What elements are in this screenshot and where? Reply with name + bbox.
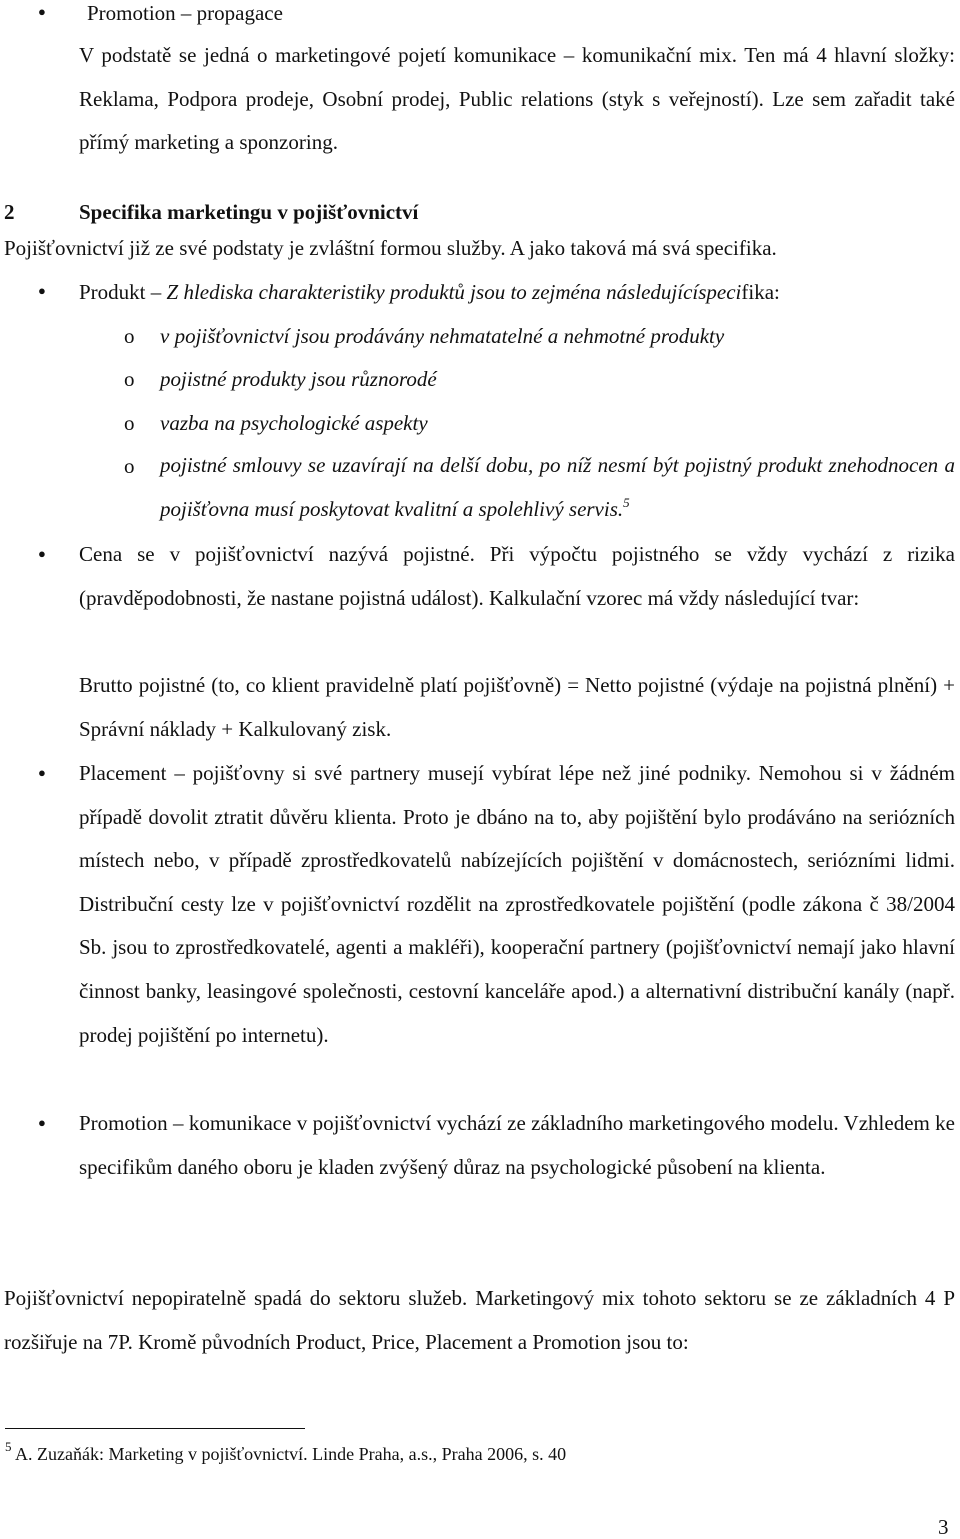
circle-bullet-icon: o: [124, 411, 135, 435]
footnote-divider: [5, 1428, 305, 1429]
product-lead-label: Produkt –: [79, 280, 167, 304]
footnote: [5, 1439, 567, 1465]
product-lead-italic: Z hlediska charakteristiky produktů jsou to zejména následujícíspeci: [166, 280, 742, 304]
placement-text: Placement – pojišťovny si své partnery musejí vybírat lépe než jiné podniky. Nemohou si v žádném případě dovolit ztratit důvěru klienta. Proto je dbáno na to, aby pojištění bylo prodáváno na seriózních místech nebo, v případě zprostředkovatelů nabízejících pojištění v domácnostech, seriózními lidmi. Distribuční cesty lze v pojišťovnictví rozdělit na zprostředkovatele pojištění (podle zákona č 38/2004 Sb. jsou to zprostředkovatelé, agenti a makléři), kooperační partnery (pojišťovnictví nemají jako hlavní činnost banky, leasingové společnosti, cestovní kanceláře apod.) a alternativní distribuční kanály (např. prodej pojištění po internetu).: [79, 761, 955, 1047]
bullet-icon: ●: [38, 283, 46, 298]
page-number: 3: [938, 1515, 949, 1539]
bullet-icon: ●: [38, 4, 46, 19]
product-lead: [79, 280, 780, 304]
circle-bullet-icon: o: [124, 324, 135, 348]
price-formula: Brutto pojistné (to, co klient pravidelně platí pojišťovně) = Netto pojistné (výdaje na pojistná plnění) + Správní náklady + Kalkulovaný zisk.: [79, 673, 955, 741]
top-item-title: Promotion – propagace: [87, 1, 283, 25]
top-item-text: V podstatě se jedná o marketingové pojetí komunikace – komunikační mix. Ten má 4 hlavní složky: Reklama, Podpora prodeje, Osobní prodej, Public relations (styk s veřejností). Lze sem zařadit také přímý marketing a sponzoring.: [79, 43, 955, 155]
product-subitem-text: pojistné smlouvy se uzavírají na delší dobu, po níž nesmí být pojistný produkt znehodnocen a pojišťovna musí poskytovat kvalitní a spolehlivý servis.: [160, 453, 955, 521]
footnote-text: A. Zuzaňák: Marketing v pojišťovnictví. Linde Praha, a.s., Praha 2006, s. 40: [15, 1444, 567, 1464]
product-subitem: [160, 444, 955, 531]
bullet-icon: ●: [38, 546, 46, 561]
bullet-icon: ●: [38, 765, 46, 780]
circle-bullet-icon: o: [124, 367, 135, 391]
product-subitem: v pojišťovnictví jsou prodávány nehmatatelné a nehmotné produkty: [160, 324, 725, 348]
footnote-number: 5: [5, 1439, 12, 1454]
promotion-text: Promotion – komunikace v pojišťovnictví vychází ze základního marketingového modelu. Vzhledem ke specifikům daného oboru je kladen zvýšený důraz na psychologické působení na klienta.: [79, 1111, 955, 1179]
footnote-ref[interactable]: 5: [623, 494, 630, 510]
product-lead-end: fika:: [741, 280, 780, 304]
price-text: Cena se v pojišťovnictví nazývá pojistné. Při výpočtu pojistného se vždy vychází z rizika (pravděpodobnosti, že nastane pojistná událost). Kalkulační vzorec má vždy následující tvar:: [79, 542, 955, 610]
closing-paragraph: Pojišťovnictví nepopiratelně spadá do sektoru služeb. Marketingový mix tohoto sektoru se ze základních 4 P rozšiřuje na 7P. Kromě původních Product, Price, Placement a Promotion jsou to:: [4, 1286, 955, 1354]
product-subitem: vazba na psychologické aspekty: [160, 411, 428, 435]
section-intro: Pojišťovnictví již ze své podstaty je zvláštní formou služby. A jako taková má svá specifika.: [4, 236, 777, 260]
section-number: 2: [4, 200, 15, 224]
section-title: Specifika marketingu v pojišťovnictví: [79, 200, 419, 224]
circle-bullet-icon: o: [124, 454, 135, 478]
product-subitem: pojistné produkty jsou různorodé: [160, 367, 437, 391]
bullet-icon: ●: [38, 1115, 46, 1130]
